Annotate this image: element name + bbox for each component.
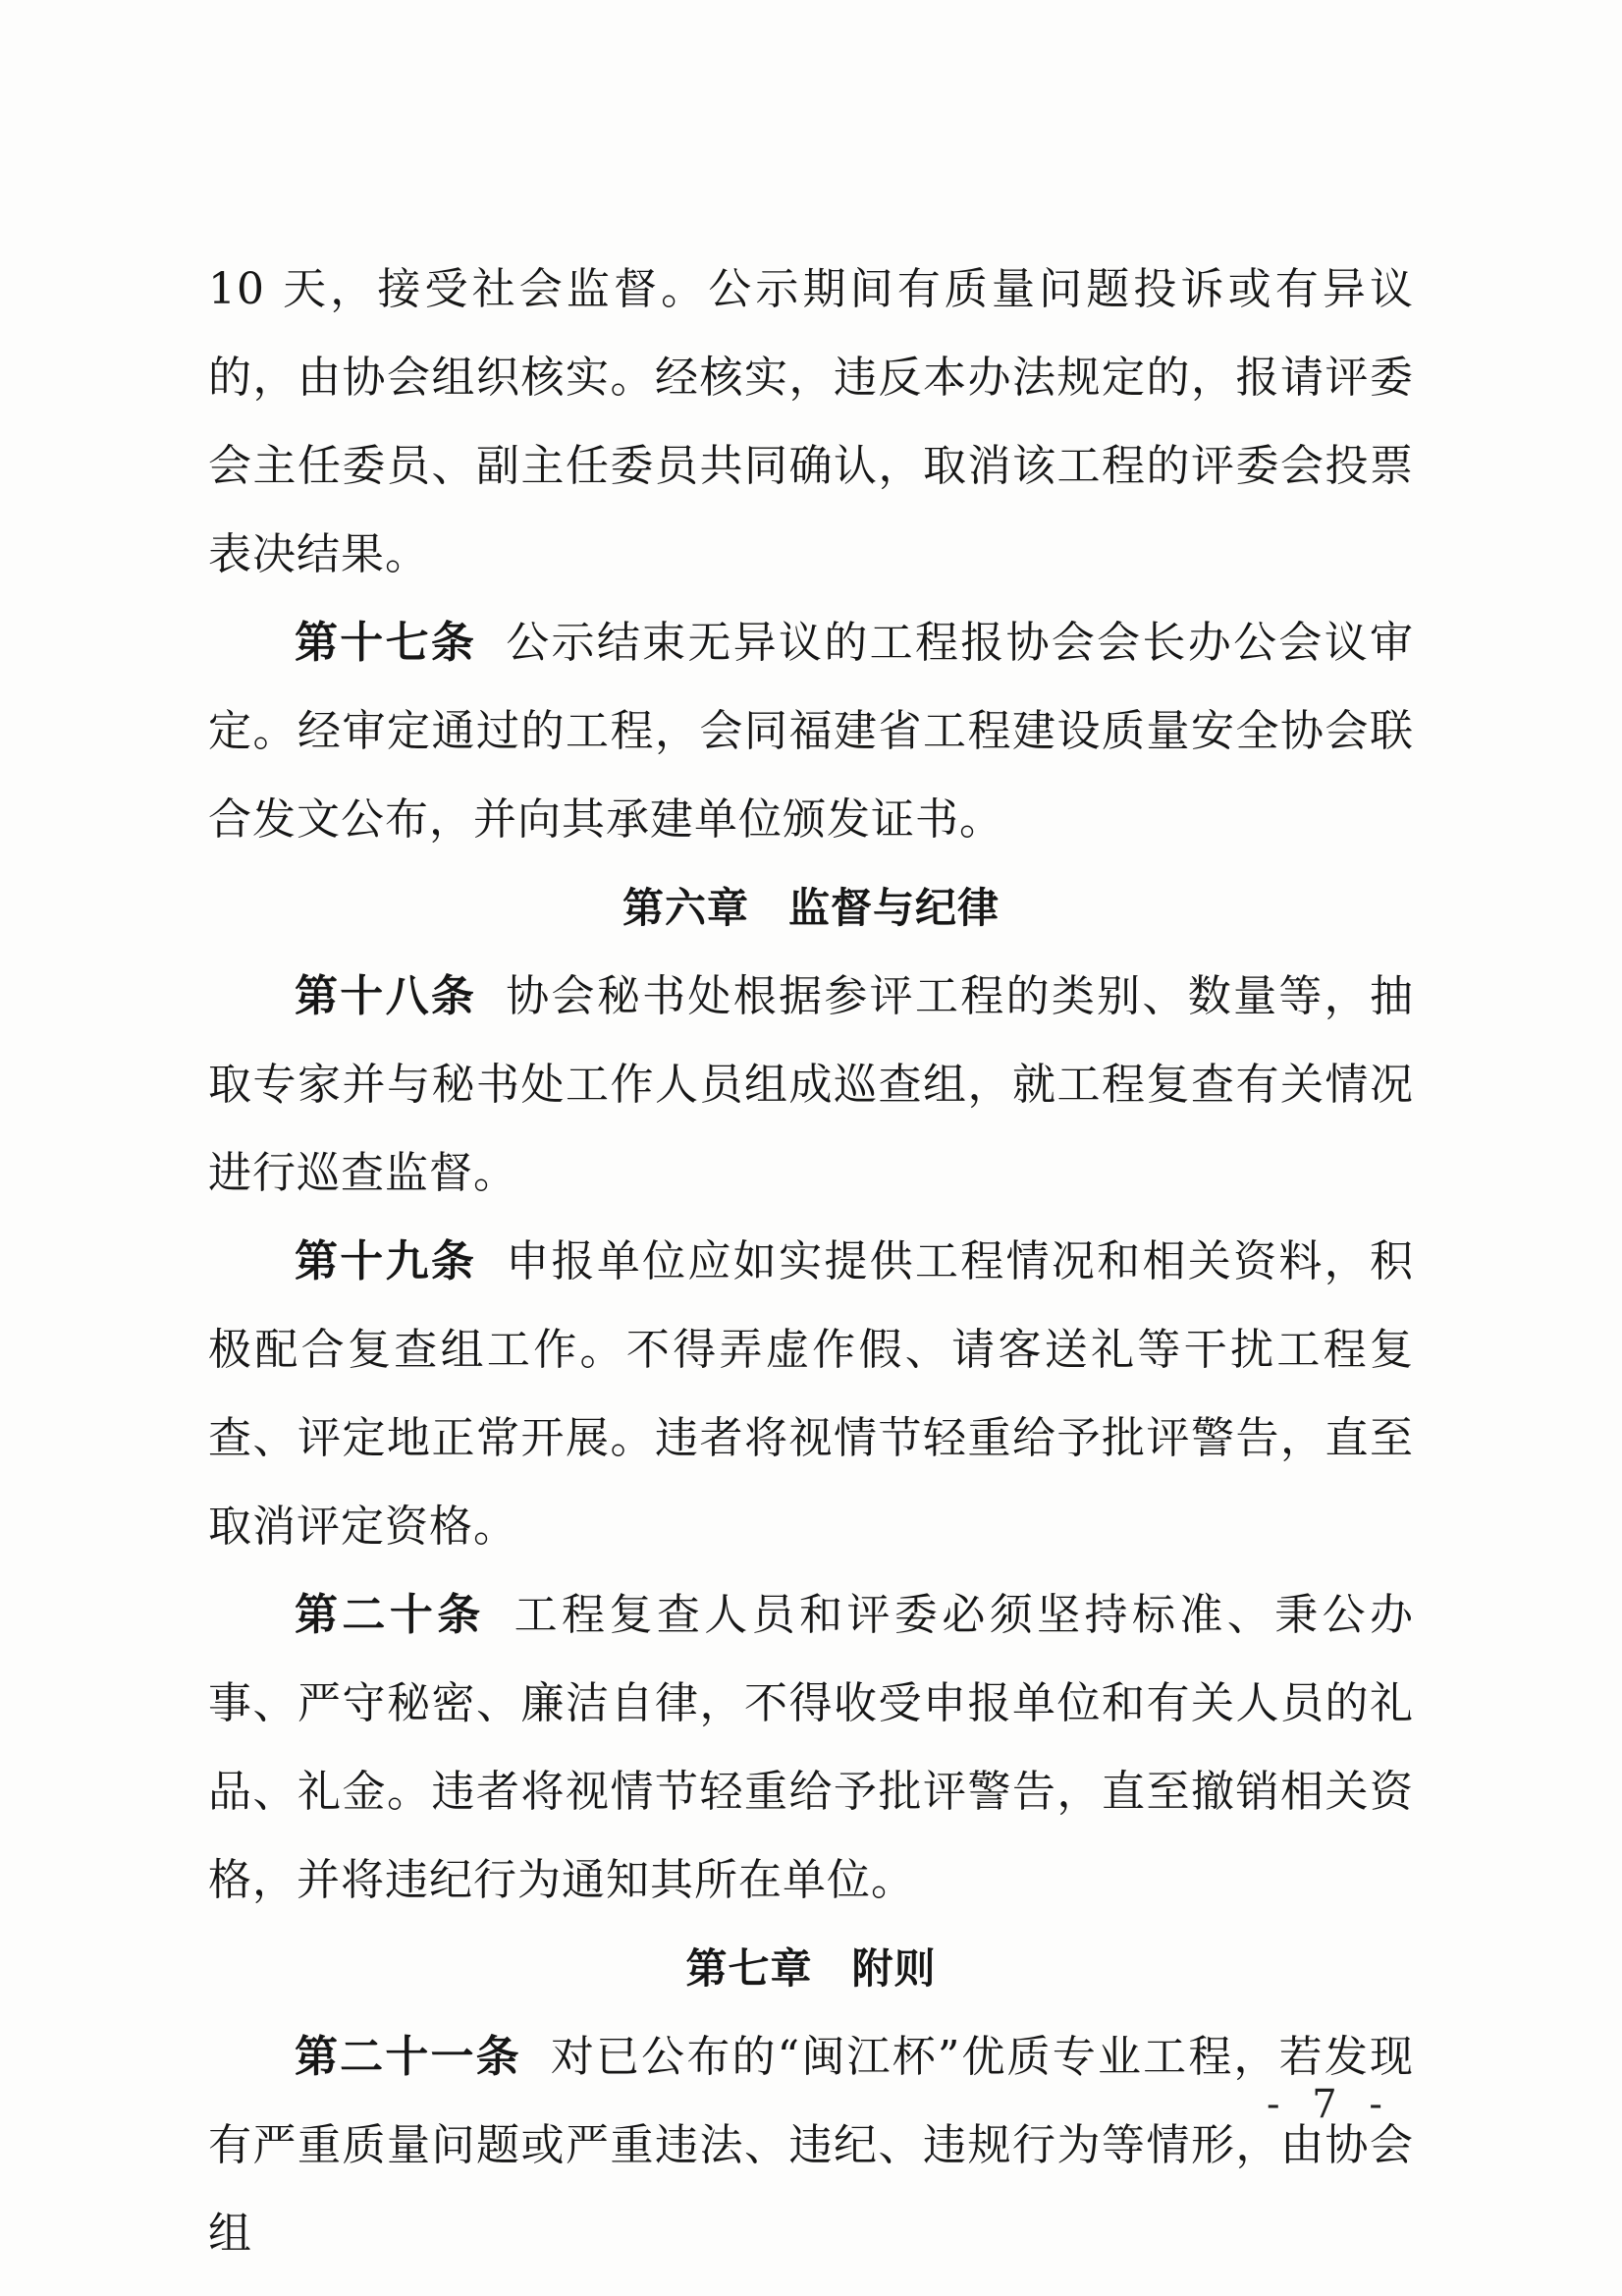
page-number: - 7 - xyxy=(1267,2082,1392,2127)
article-17 xyxy=(208,599,1414,864)
article-18 xyxy=(208,953,1414,1218)
article-20-text: 工程复查人员和评委必须坚持标准、秉公办事、严守秘密、廉洁自律，不得收受申报单位和有关人员的礼品、礼金。违者将视情节轻重给予批评警告，直至撤销相关资格，并将违纪行为通知其所在单位。 xyxy=(208,1590,1415,1905)
chapter-6-heading xyxy=(208,864,1414,953)
article-21-label: 第二十一条 xyxy=(295,2032,521,2082)
article-21 xyxy=(208,2013,1414,2278)
article-18-label: 第十八条 xyxy=(295,971,477,1021)
article-19 xyxy=(208,1218,1414,1571)
article-20-label: 第二十条 xyxy=(295,1590,485,1640)
article-21-text: 对已公布的“闽江杯”优质专业工程，若发现有严重质量问题或严重违法、违纪、违规行为等情形，由协会组 xyxy=(208,2032,1414,2259)
article-18-text: 协会秘书处根据参评工程的类别、数量等，抽取专家并与秘书处工作人员组成巡查组，就工程复查有关情况进行巡查监督。 xyxy=(208,971,1414,1198)
chapter-7-number: 第七章 xyxy=(685,1944,813,1993)
article-19-text: 申报单位应如实提供工程情况和相关资料，积极配合复查组工作。不得弄虚作假、请客送礼等干扰工程复查、评定地正常开展。违者将视情节轻重给予批评警告，直至取消评定资格。 xyxy=(208,1236,1414,1552)
chapter-6-number: 第六章 xyxy=(622,884,749,932)
chapter-6-title: 监督与纪律 xyxy=(788,884,1000,932)
article-17-label: 第十七条 xyxy=(295,618,477,668)
chapter-7-title: 附则 xyxy=(851,1944,937,1993)
paragraph-intro: 10 天，接受社会监督。公示期间有质量问题投诉或有异议的，由协会组织核实。经核实，违反本办法规定的，报请评委会主任委员、副主任委员共同确认，取消该工程的评委会投票表决结果。 xyxy=(208,264,1414,579)
article-19-label: 第十九条 xyxy=(295,1236,477,1286)
chapter-7-heading xyxy=(208,1925,1414,2013)
article-20 xyxy=(208,1571,1414,1925)
article-17-text: 公示结束无异议的工程报协会会长办公会议审定。经审定通过的工程，会同福建省工程建设质量安全协会联合发文公布，并向其承建单位颁发证书。 xyxy=(208,618,1414,845)
document-body xyxy=(208,246,1414,2278)
